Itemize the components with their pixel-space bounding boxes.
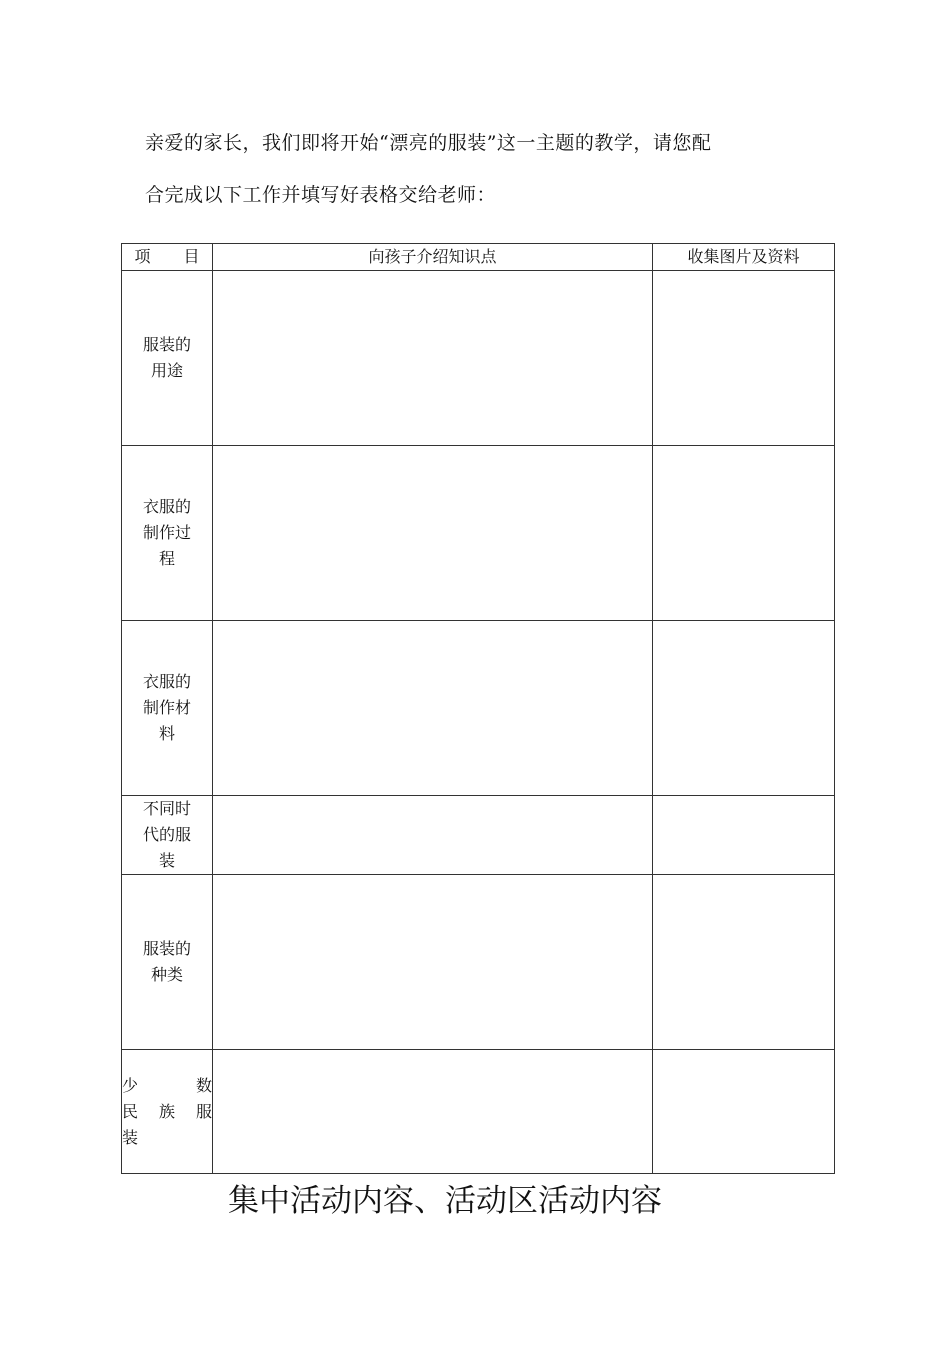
activity-heading: 集中活动内容、活动区活动内容 xyxy=(228,1183,662,1219)
table-row xyxy=(122,1050,835,1174)
materials-cell[interactable] xyxy=(653,875,835,1050)
table-row xyxy=(122,271,835,446)
intro-line-1: 亲爱的家长，我们即将开始“漂亮的服装”这一主题的教学，请您配 xyxy=(145,132,712,154)
materials-cell[interactable] xyxy=(653,1050,835,1174)
header-item: 项 目 xyxy=(122,244,213,271)
row-label: 少数 民族服 装 xyxy=(122,1050,213,1174)
header-knowledge-points: 向孩子介绍知识点 xyxy=(213,244,653,271)
row-label: 服装的 种类 xyxy=(122,875,213,1050)
parent-form-table xyxy=(121,243,835,1174)
table-row xyxy=(122,621,835,796)
table-row xyxy=(122,875,835,1050)
row-label: 衣服的 制作过 程 xyxy=(122,446,213,621)
table-row xyxy=(122,446,835,621)
knowledge-cell[interactable] xyxy=(213,875,653,1050)
materials-cell[interactable] xyxy=(653,796,835,875)
table-header-row xyxy=(122,244,835,271)
header-collect-materials: 收集图片及资料 xyxy=(653,244,835,271)
materials-cell[interactable] xyxy=(653,271,835,446)
row-label: 服装的 用途 xyxy=(122,271,213,446)
row-label: 不同时 代的服 装 xyxy=(122,796,213,875)
knowledge-cell[interactable] xyxy=(213,1050,653,1174)
intro-line-2: 合完成以下工作并填写好表格交给老师： xyxy=(145,184,497,206)
materials-cell[interactable] xyxy=(653,621,835,796)
knowledge-cell[interactable] xyxy=(213,446,653,621)
materials-cell[interactable] xyxy=(653,446,835,621)
knowledge-cell[interactable] xyxy=(213,271,653,446)
table-row xyxy=(122,796,835,875)
knowledge-cell[interactable] xyxy=(213,796,653,875)
row-label: 衣服的 制作材 料 xyxy=(122,621,213,796)
knowledge-cell[interactable] xyxy=(213,621,653,796)
